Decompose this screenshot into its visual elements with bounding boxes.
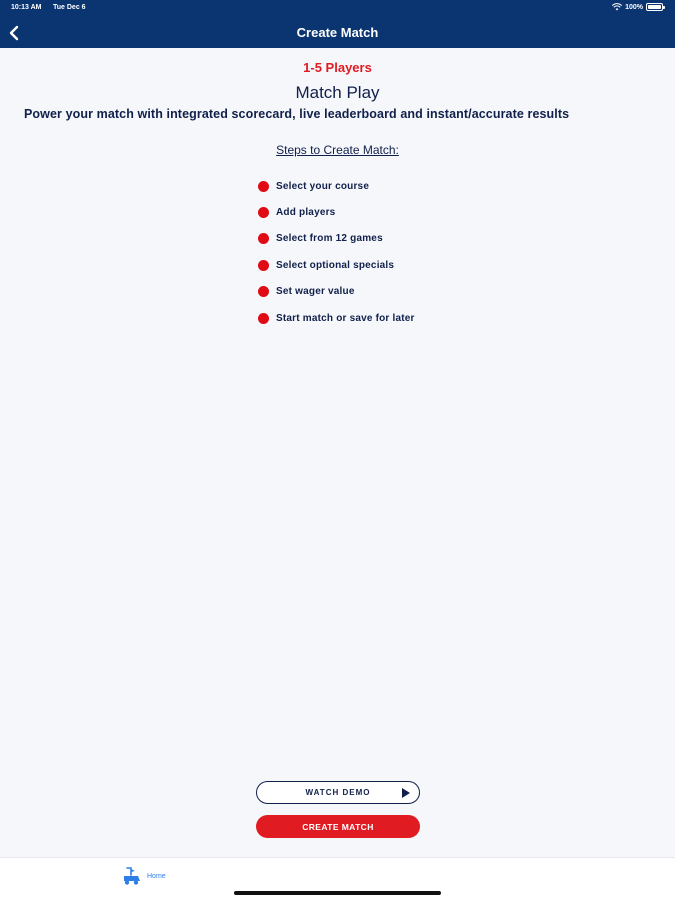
- bullet-dot: [258, 260, 269, 271]
- home-indicator[interactable]: [234, 891, 441, 895]
- status-right: [612, 3, 663, 11]
- bullet-dot: [258, 313, 269, 324]
- header: [0, 0, 675, 48]
- tab-home-label: Home: [147, 872, 166, 880]
- tagline: Power your match with integrated scorecard, live leaderboard and instant/accurate results: [24, 107, 570, 121]
- create-match-button[interactable]: [256, 815, 420, 838]
- page-title: Create Match: [296, 25, 379, 40]
- list-item: [258, 226, 415, 252]
- list-item: [258, 173, 415, 199]
- golf-cart-icon: [122, 866, 144, 886]
- step-label: Select your course: [276, 180, 370, 192]
- step-label: Add players: [276, 207, 336, 219]
- watch-demo-label: WATCH DEMO: [305, 788, 371, 797]
- mode-title: Match Play: [295, 83, 380, 102]
- play-icon: [402, 788, 410, 798]
- create-match-label: CREATE MATCH: [302, 821, 374, 832]
- status-bar: [0, 0, 675, 16]
- bullet-dot: [258, 233, 269, 244]
- list-item: [258, 305, 415, 331]
- status-time: 10:13 AM: [11, 4, 42, 11]
- battery-icon: [646, 3, 663, 11]
- nav-bar: [0, 18, 675, 48]
- players-count: 1-5 Players: [303, 60, 372, 75]
- list-item: [258, 199, 415, 225]
- tab-home[interactable]: [122, 866, 166, 886]
- battery-percent: 100%: [625, 3, 643, 11]
- list-item: [258, 279, 415, 305]
- bullet-dot: [258, 181, 269, 192]
- step-label: Set wager value: [276, 286, 355, 298]
- steps-list: [258, 173, 415, 331]
- wifi-icon: [612, 3, 622, 11]
- bullet-dot: [258, 207, 269, 218]
- bullet-dot: [258, 286, 269, 297]
- step-label: Select from 12 games: [276, 233, 383, 245]
- step-label: Start match or save for later: [276, 312, 415, 324]
- status-date: Tue Dec 6: [53, 4, 86, 11]
- list-item: [258, 252, 415, 278]
- watch-demo-button[interactable]: [256, 781, 420, 804]
- step-label: Select optional specials: [276, 259, 395, 271]
- steps-heading: Steps to Create Match:: [276, 143, 399, 157]
